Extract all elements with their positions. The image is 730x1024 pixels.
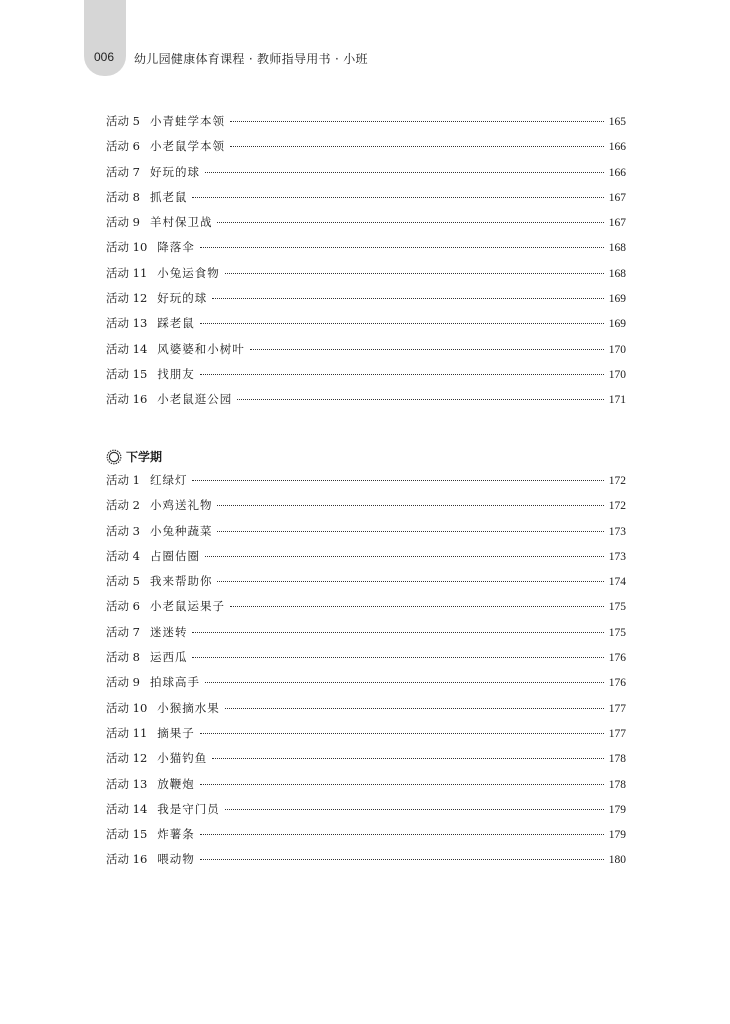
page-ref: 168 <box>608 242 626 255</box>
dot-leader <box>205 172 604 173</box>
dot-leader <box>250 349 604 350</box>
activity-title: 炸薯条 <box>157 827 195 842</box>
activity-label: 活动 9 <box>106 215 140 230</box>
activity-title: 摘果子 <box>157 725 195 740</box>
toc-entry[interactable] <box>106 239 626 264</box>
activity-title: 喂动物 <box>157 852 195 867</box>
section-heading-label: 下学期 <box>126 450 163 464</box>
page-ref: 177 <box>608 727 626 740</box>
toc-entry[interactable] <box>106 700 626 725</box>
page-ref: 176 <box>608 677 626 690</box>
page-ref: 165 <box>608 116 626 128</box>
toc-entry[interactable] <box>106 725 626 750</box>
activity-label: 活动 4 <box>106 548 140 563</box>
toc-entry[interactable] <box>106 113 626 138</box>
toc-entry[interactable] <box>106 826 626 851</box>
toc-entry[interactable] <box>106 776 626 801</box>
activity-label: 活动 1 <box>106 473 140 487</box>
toc-entry[interactable] <box>106 523 626 548</box>
toc-entry[interactable] <box>106 290 626 315</box>
page-tab <box>84 0 126 76</box>
toc-entry[interactable] <box>106 472 626 497</box>
dot-leader <box>200 859 604 860</box>
toc-entry[interactable] <box>106 851 626 876</box>
activity-label: 活动 10 <box>106 240 148 255</box>
dot-leader <box>205 682 604 683</box>
activity-label: 活动 14 <box>106 341 148 356</box>
dot-leader <box>205 556 604 557</box>
activity-title: 羊村保卫战 <box>149 215 213 230</box>
dot-leader <box>212 758 603 759</box>
toc-entry[interactable] <box>106 391 626 416</box>
toc-entry[interactable] <box>106 497 626 522</box>
activity-title: 降落伞 <box>157 240 195 255</box>
toc-entry[interactable] <box>106 598 626 623</box>
dot-leader <box>192 480 603 481</box>
page-ref: 175 <box>608 601 626 614</box>
activity-label: 活动 13 <box>106 316 148 331</box>
page-ref: 175 <box>608 626 626 639</box>
page-ref: 167 <box>608 191 626 204</box>
toc-entry[interactable] <box>106 801 626 826</box>
activity-title: 小老鼠运果子 <box>149 599 225 614</box>
activity-title: 小猴摘水果 <box>157 700 220 715</box>
activity-label: 活动 13 <box>106 776 148 791</box>
activity-title: 好玩的球 <box>157 291 208 306</box>
dot-leader <box>225 273 604 274</box>
page-ref: 172 <box>608 500 626 513</box>
activity-title: 占圈估圈 <box>149 548 200 563</box>
page-ref: 169 <box>608 293 626 306</box>
activity-label: 活动 15 <box>106 366 148 381</box>
activity-title: 小老鼠学本领 <box>149 139 225 154</box>
dot-leader <box>200 784 604 785</box>
toc-list-first-term <box>106 113 626 417</box>
activity-title: 风婆婆和小树叶 <box>157 341 245 356</box>
dot-leader <box>217 531 603 532</box>
activity-label: 活动 9 <box>106 675 140 690</box>
dot-leader <box>230 606 604 607</box>
activity-label: 活动 16 <box>106 392 148 407</box>
activity-title: 小兔种蔬菜 <box>149 523 213 538</box>
activity-title: 踩老鼠 <box>157 316 195 331</box>
page-ref: 173 <box>608 525 626 538</box>
dot-leader <box>200 247 604 248</box>
activity-label: 活动 6 <box>106 139 140 154</box>
toc-entry[interactable] <box>106 138 626 163</box>
dot-leader <box>200 374 604 375</box>
dot-leader <box>230 146 604 147</box>
toc-entry[interactable] <box>106 548 626 573</box>
activity-title: 小兔运食物 <box>157 265 220 280</box>
page-ref: 176 <box>608 652 626 665</box>
section-heading <box>106 448 162 465</box>
toc-entry[interactable] <box>106 624 626 649</box>
dot-leader <box>225 809 604 810</box>
page-ref: 171 <box>608 394 626 407</box>
activity-label: 活动 16 <box>106 852 148 867</box>
dot-leader <box>192 632 603 633</box>
dot-leader <box>225 708 604 709</box>
activity-title: 找朋友 <box>157 366 195 381</box>
page-ref: 177 <box>608 702 626 715</box>
toc-entry[interactable] <box>106 750 626 775</box>
dot-leader <box>200 733 604 734</box>
activity-title: 我是守门员 <box>157 801 220 816</box>
page-ref: 173 <box>608 550 626 563</box>
page-number: 006 <box>94 50 115 64</box>
activity-title: 拍球高手 <box>149 675 200 690</box>
toc-entry[interactable] <box>106 649 626 674</box>
activity-title: 放鞭炮 <box>157 776 195 791</box>
dot-leader <box>217 581 603 582</box>
dot-leader <box>230 121 604 122</box>
toc-entry[interactable] <box>106 265 626 290</box>
page-ref: 178 <box>608 753 626 766</box>
activity-title: 好玩的球 <box>149 164 200 179</box>
activity-label: 活动 5 <box>106 574 140 589</box>
page-ref: 172 <box>608 475 626 487</box>
dot-leader <box>192 657 603 658</box>
activity-title: 红绿灯 <box>149 473 188 487</box>
activity-label: 活动 6 <box>106 599 140 614</box>
page-ref: 179 <box>608 829 626 842</box>
toc-entry[interactable] <box>106 366 626 391</box>
running-title: 幼儿园健康体育课程 · 教师指导用书 · 小班 <box>134 52 368 66</box>
toc-entry[interactable] <box>106 315 626 340</box>
activity-title: 小老鼠逛公园 <box>157 392 233 407</box>
activity-title: 运西瓜 <box>149 650 188 665</box>
activity-label: 活动 15 <box>106 827 148 842</box>
activity-title: 我来帮助你 <box>149 574 213 589</box>
activity-title: 小猫钓鱼 <box>157 751 208 766</box>
toc-entry[interactable] <box>106 214 626 239</box>
activity-title: 小青蛙学本领 <box>149 114 225 128</box>
activity-label: 活动 8 <box>106 650 140 665</box>
page-ref: 169 <box>608 318 626 331</box>
toc-entry[interactable] <box>106 674 626 699</box>
toc-list-second-term <box>106 472 626 877</box>
page-ref: 167 <box>608 217 626 230</box>
activity-title: 小鸡送礼物 <box>149 498 213 513</box>
dot-leader <box>200 834 604 835</box>
activity-label: 活动 11 <box>106 725 148 740</box>
activity-label: 活动 7 <box>106 624 140 639</box>
activity-label: 活动 3 <box>106 523 140 538</box>
activity-label: 活动 8 <box>106 189 140 204</box>
dot-leader <box>212 298 603 299</box>
page-ref: 170 <box>608 343 626 356</box>
toc-entry[interactable] <box>106 573 626 598</box>
activity-label: 活动 14 <box>106 801 148 816</box>
activity-label: 活动 10 <box>106 700 148 715</box>
dot-leader <box>217 505 603 506</box>
toc-entry[interactable] <box>106 164 626 189</box>
page-ref: 170 <box>608 368 626 381</box>
activity-title: 抓老鼠 <box>149 189 188 204</box>
toc-entry[interactable] <box>106 341 626 366</box>
page-ref: 174 <box>608 576 626 589</box>
circle-badge-icon <box>106 449 122 465</box>
activity-label: 活动 7 <box>106 164 140 179</box>
dot-leader <box>192 197 603 198</box>
page-ref: 178 <box>608 778 626 791</box>
dot-leader <box>217 222 603 223</box>
activity-label: 活动 5 <box>106 114 140 128</box>
toc-entry[interactable] <box>106 189 626 214</box>
activity-label: 活动 12 <box>106 751 148 766</box>
page-ref: 180 <box>608 854 626 867</box>
page-ref: 166 <box>608 141 626 154</box>
dot-leader <box>200 323 604 324</box>
page-ref: 179 <box>608 803 626 816</box>
activity-title: 迷迷转 <box>149 624 188 639</box>
page-ref: 166 <box>608 166 626 179</box>
activity-label: 活动 2 <box>106 498 140 513</box>
activity-label: 活动 11 <box>106 265 148 280</box>
activity-label: 活动 12 <box>106 291 148 306</box>
dot-leader <box>237 399 603 400</box>
page-ref: 168 <box>608 267 626 280</box>
